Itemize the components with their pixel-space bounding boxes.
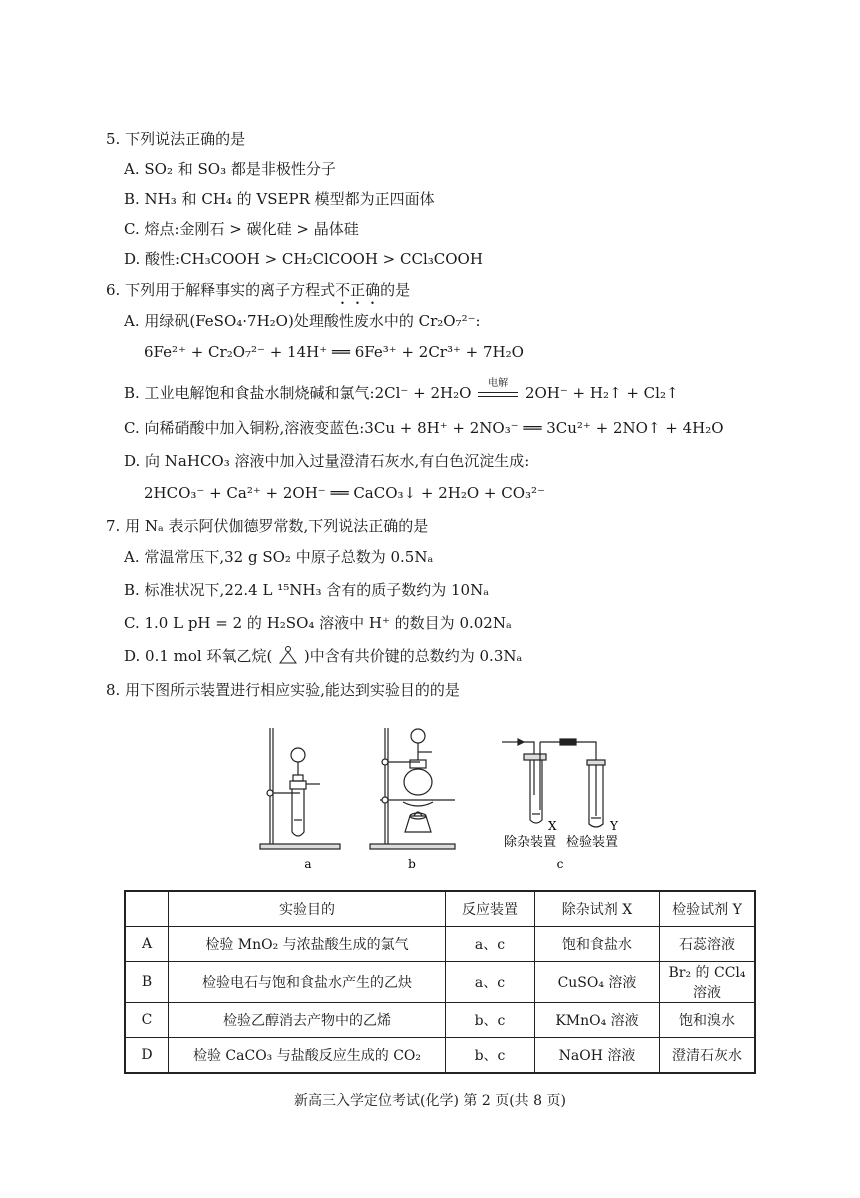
q5-stem: 5. 下列说法正确的是 — [106, 130, 246, 148]
q6-stem-emphasis: 不正确 — [335, 281, 381, 299]
table-cell: C — [125, 1003, 169, 1038]
q7-option-d — [124, 645, 522, 666]
table-cell: NaOH 溶液 — [535, 1038, 660, 1074]
table-cell: a、c — [446, 962, 535, 1003]
apparatus-c — [502, 739, 605, 827]
table-cell: 检验 MnO₂ 与浓盐酸生成的氯气 — [169, 927, 446, 962]
table-cell: KMnO₄ 溶液 — [535, 1003, 660, 1038]
table-cell: 石蕊溶液 — [660, 927, 756, 962]
table-cell: b、c — [446, 1038, 535, 1074]
q7-option-a: A. 常温常压下,32 g SO₂ 中原子总数为 0.5Nₐ — [124, 548, 434, 566]
q7-option-d-pre: D. 0.1 mol 环氧乙烷( — [124, 647, 273, 665]
q6-stem-post: 的是 — [380, 281, 411, 299]
table-header-cell: 检验试剂 Y — [660, 891, 756, 927]
q6-option-b-pre: B. 工业电解饱和食盐水制烧碱和氯气:2Cl⁻ + 2H₂O — [124, 384, 472, 402]
table-cell: 饱和溴水 — [660, 1003, 756, 1038]
table-row — [125, 1038, 755, 1074]
table-cell: 检验乙醇消去产物中的乙烯 — [169, 1003, 446, 1038]
q6-option-a-equation: 6Fe²⁺ + Cr₂O₇²⁻ + 14H⁺ ══ 6Fe³⁺ + 2Cr³⁺ + 7H₂O — [144, 343, 524, 361]
table-cell: A — [125, 927, 169, 962]
table-cell: 检验电石与饱和食盐水产生的乙炔 — [169, 962, 446, 1003]
q7-option-d-post: )中含有共价键的总数约为 0.3Nₐ — [303, 647, 523, 665]
q6-option-d-equation: 2HCO₃⁻ + Ca²⁺ + 2OH⁻ ══ CaCO₃↓ + 2H₂O + CO₃²⁻ — [144, 484, 545, 502]
figure-label-b: b — [408, 857, 416, 870]
apparatus-figure — [240, 720, 640, 870]
table-row — [125, 1003, 755, 1038]
q7-option-c: C. 1.0 L pH = 2 的 H₂SO₄ 溶液中 H⁺ 的数目为 0.02Nₐ — [124, 614, 512, 632]
q7-option-b: B. 标准状况下,22.4 L ¹⁵NH₃ 含有的质子数约为 10Nₐ — [124, 581, 490, 599]
figure-label-c: c — [556, 857, 564, 870]
table-row — [125, 962, 755, 1003]
q5-option-a: A. SO₂ 和 SO₃ 都是非极性分子 — [124, 160, 336, 178]
q6-stem-pre: 6. 下列用于解释事实的离子方程式 — [106, 281, 336, 299]
table-cell: 检验 CaCO₃ 与盐酸反应生成的 CO₂ — [169, 1038, 446, 1074]
q5-option-d: D. 酸性:CH₃COOH > CH₂ClCOOH > CCl₃COOH — [124, 250, 483, 268]
table-cell: D — [125, 1038, 169, 1074]
figure-label-check: 检验装置 — [565, 835, 619, 850]
table-header-cell — [125, 891, 169, 927]
table-header-row — [125, 891, 755, 927]
electrolysis-condition: 电解 — [488, 378, 509, 389]
table-cell: a、c — [446, 927, 535, 962]
q6-option-d: D. 向 NaHCO₃ 溶液中加入过量澄清石灰水,有白色沉淀生成: — [124, 452, 530, 470]
q6-option-b — [124, 378, 679, 403]
page-footer: 新高三入学定位考试(化学) 第 2 页(共 8 页) — [294, 1093, 566, 1109]
table-cell: CuSO₄ 溶液 — [535, 962, 660, 1003]
table-cell: Br₂ 的 CCl₄ 溶液 — [660, 962, 756, 1003]
q5-option-b: B. NH₃ 和 CH₄ 的 VSEPR 模型都为正四面体 — [124, 190, 435, 208]
q5-option-c: C. 熔点:金刚石 > 碳化硅 > 晶体硅 — [124, 220, 359, 238]
figure-label-x: X — [548, 819, 557, 833]
q6-option-b-post: 2OH⁻ + H₂↑ + Cl₂↑ — [524, 384, 679, 402]
table-header-cell: 实验目的 — [169, 891, 446, 927]
figure-label-remove: 除杂装置 — [503, 835, 557, 850]
apparatus-a — [260, 728, 340, 849]
electrolysis-arrow — [476, 378, 520, 402]
table-header-cell: 反应装置 — [446, 891, 535, 927]
q7-stem: 7. 用 Nₐ 表示阿伏伽德罗常数,下列说法正确的是 — [106, 517, 429, 535]
table-cell: 澄清石灰水 — [660, 1038, 756, 1074]
ethylene-oxide-icon — [277, 645, 299, 665]
table-cell: 饱和食盐水 — [535, 927, 660, 962]
table-header-cell: 除杂试剂 X — [535, 891, 660, 927]
table-cell: B — [125, 962, 169, 1003]
equals-arrow-icon — [478, 392, 518, 397]
q6-option-c: C. 向稀硝酸中加入铜粉,溶液变蓝色:3Cu + 8H⁺ + 2NO₃⁻ ══ 3Cu²⁺ + 2NO↑ + 4H₂O — [124, 419, 724, 437]
figure-label-a: a — [304, 857, 312, 870]
q6-option-a: A. 用绿矾(FeSO₄·7H₂O)处理酸性废水中的 Cr₂O₇²⁻: — [124, 312, 481, 330]
experiment-table — [124, 890, 756, 1074]
q6-stem — [106, 279, 410, 308]
q8-stem: 8. 用下图所示装置进行相应实验,能达到实验目的的是 — [106, 681, 460, 699]
table-cell: b、c — [446, 1003, 535, 1038]
table-row — [125, 927, 755, 962]
apparatus-b — [370, 728, 455, 849]
figure-label-y: Y — [610, 819, 618, 833]
